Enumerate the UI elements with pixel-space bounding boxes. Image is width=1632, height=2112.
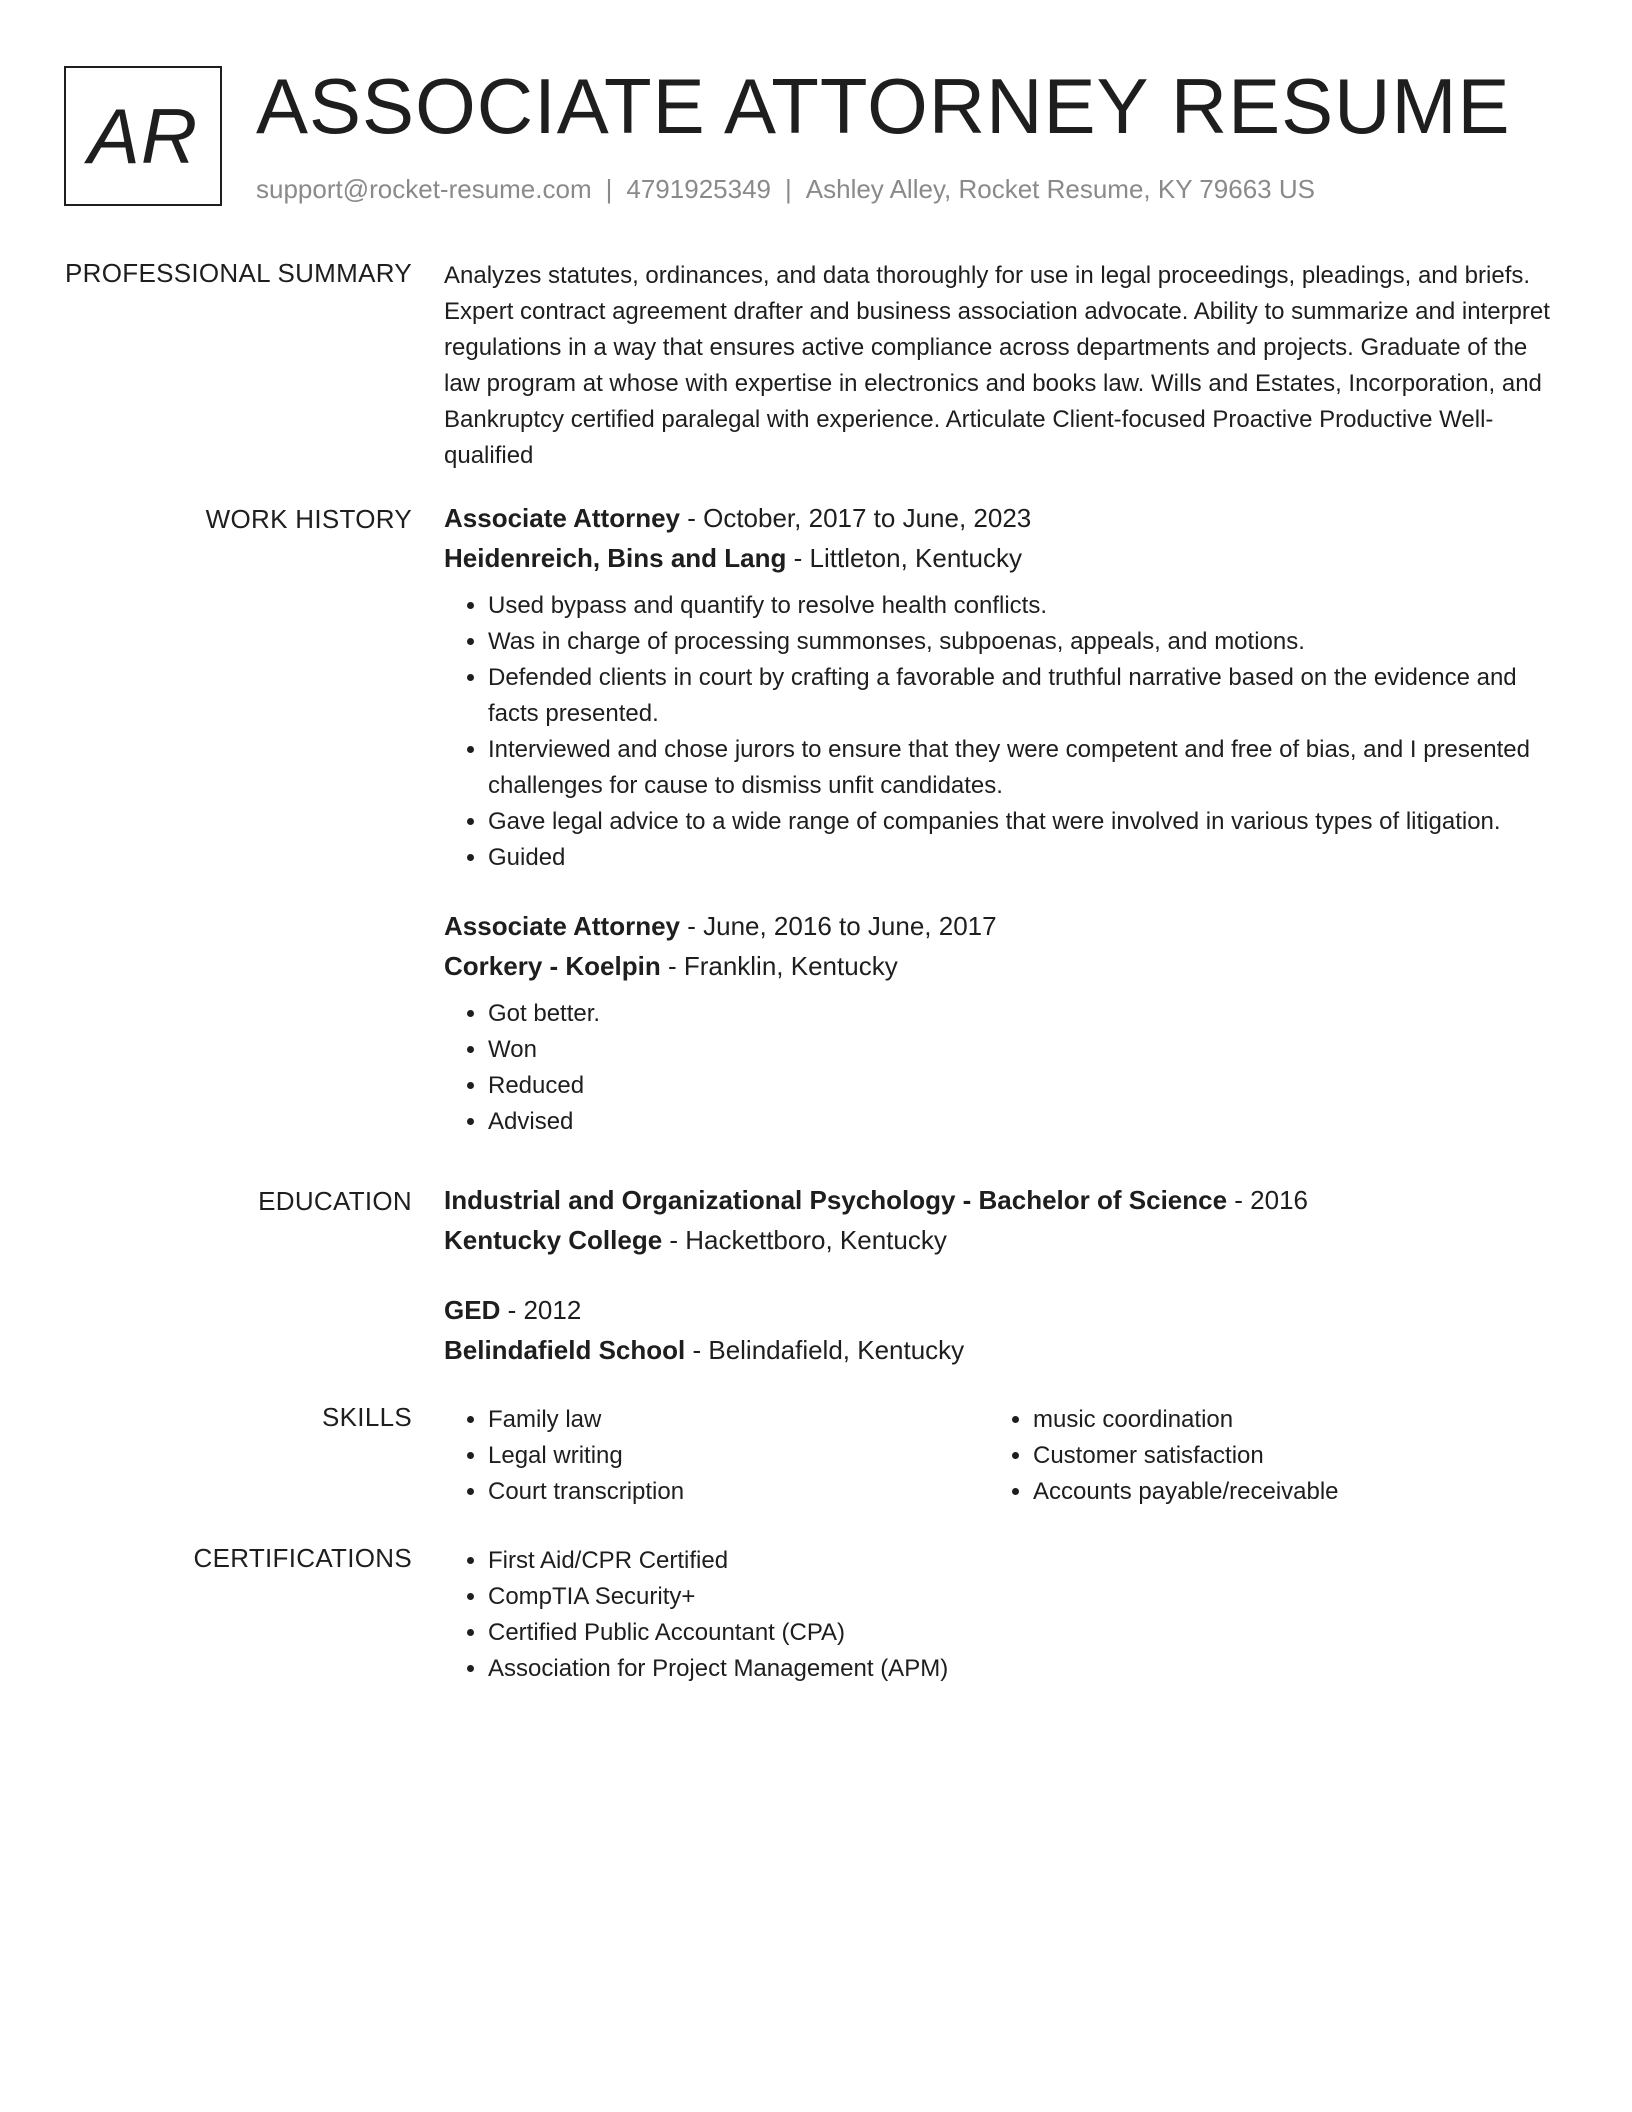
skill-item: • Court transcription <box>488 1474 989 1510</box>
job-bullet: • Won <box>488 1032 1554 1068</box>
skill-item: • Accounts payable/receivable <box>1033 1474 1534 1510</box>
skill-item: • Family law <box>488 1402 989 1438</box>
job-entry <box>444 498 1554 876</box>
certifications-body <box>444 1543 1554 1687</box>
skills-list-right <box>989 1402 1534 1510</box>
job-location: - Littleton, Kentucky <box>786 543 1022 573</box>
job-company-line <box>444 946 1554 986</box>
job-company: Corkery - Koelpin <box>444 951 661 981</box>
resume-header <box>64 62 1564 216</box>
job-bullets <box>444 588 1554 876</box>
job-bullet: • Gave legal advice to a wide range of companies that were involved in various types of litigation. <box>488 804 1554 840</box>
resume-title: ASSOCIATE ATTORNEY RESUME <box>256 62 1511 150</box>
degree-name: Industrial and Organizational Psychology - Bachelor of Science <box>444 1185 1228 1215</box>
certification-item: • Association for Project Management (APM) <box>488 1651 1554 1687</box>
school-name: Kentucky College <box>444 1225 663 1255</box>
contact-phone: 4791925349 <box>626 174 771 204</box>
job-bullet: • Got better. <box>488 996 1554 1032</box>
degree-year: - 2016 <box>1227 1185 1309 1215</box>
education-entry <box>444 1180 1554 1260</box>
certification-item: • First Aid/CPR Certified <box>488 1543 1554 1579</box>
job-bullet: • Interviewed and chose jurors to ensure that they were competent and free of bias, and I presented challenges for cause to dismiss unfit candidates. <box>488 732 1554 804</box>
degree-name: GED <box>444 1295 501 1325</box>
job-company: Heidenreich, Bins and Lang <box>444 543 787 573</box>
skill-item: • music coordination <box>1033 1402 1534 1438</box>
school-line <box>444 1220 1554 1260</box>
school-location: - Belindafield, Kentucky <box>685 1335 965 1365</box>
job-bullets <box>444 996 1554 1140</box>
monogram-badge: AR <box>64 66 222 206</box>
job-title-line <box>444 906 1554 946</box>
job-bullet: • Used bypass and quantify to resolve health conflicts. <box>488 588 1554 624</box>
degree-line <box>444 1180 1554 1220</box>
education-entry <box>444 1290 1554 1370</box>
contact-email: support@rocket-resume.com <box>256 174 592 204</box>
certification-item: • Certified Public Accountant (CPA) <box>488 1615 1554 1651</box>
skills-body <box>444 1402 1554 1510</box>
skills-list-left <box>444 1402 989 1510</box>
job-company-line <box>444 538 1554 578</box>
section-heading-education: EDUCATION <box>258 1186 412 1216</box>
school-line <box>444 1330 1554 1370</box>
job-dates: - October, 2017 to June, 2023 <box>680 503 1032 533</box>
job-title: Associate Attorney <box>444 503 680 533</box>
contact-separator: | <box>785 174 792 204</box>
summary-text: Analyzes statutes, ordinances, and data thoroughly for use in legal proceedings, pleadings, and briefs. Expert contract agreement drafter and business association advocate. Ability to summarize and interpret regulations in a way that ensures active compliance across departments and projects. Graduate of the law program at whose with expertise in electronics and books law. Wills and Estates, Incorporation, and Bankruptcy certified paralegal with experience. Articulate Client-focused Proactive Productive Well-qualified <box>444 262 1550 469</box>
job-bullet: • Was in charge of processing summonses, subpoenas, appeals, and motions. <box>488 624 1554 660</box>
contact-address: Ashley Alley, Rocket Resume, KY 79663 US <box>805 174 1315 204</box>
job-location: - Franklin, Kentucky <box>660 951 898 981</box>
contact-separator: | <box>605 174 613 204</box>
contact-line <box>256 174 1315 205</box>
certification-item: • CompTIA Security+ <box>488 1579 1554 1615</box>
section-heading-summary: PROFESSIONAL SUMMARY <box>65 258 412 288</box>
skill-item: • Customer satisfaction <box>1033 1438 1534 1474</box>
job-dates: - June, 2016 to June, 2017 <box>680 911 997 941</box>
skill-item: • Legal writing <box>488 1438 989 1474</box>
school-name: Belindafield School <box>444 1335 686 1365</box>
section-heading-certifications: CERTIFICATIONS <box>193 1543 412 1573</box>
summary-body <box>444 258 1554 474</box>
degree-year: - 2012 <box>500 1295 582 1325</box>
certifications-list <box>444 1543 1554 1687</box>
job-bullet: • Defended clients in court by crafting a favorable and truthful narrative based on the evidence and facts presented. <box>488 660 1554 732</box>
degree-line <box>444 1290 1554 1330</box>
job-bullet: • Advised <box>488 1104 1554 1140</box>
school-location: - Hackettboro, Kentucky <box>662 1225 947 1255</box>
job-bullet: • Guided <box>488 840 1554 876</box>
skills-columns <box>444 1402 1554 1510</box>
job-title-line <box>444 498 1554 538</box>
job-title: Associate Attorney <box>444 911 680 941</box>
education-body <box>444 1180 1554 1400</box>
section-heading-skills: SKILLS <box>322 1402 412 1432</box>
job-bullet: • Reduced <box>488 1068 1554 1104</box>
work-history-body <box>444 498 1554 1170</box>
section-heading-work-history: WORK HISTORY <box>205 504 412 534</box>
job-entry <box>444 906 1554 1140</box>
